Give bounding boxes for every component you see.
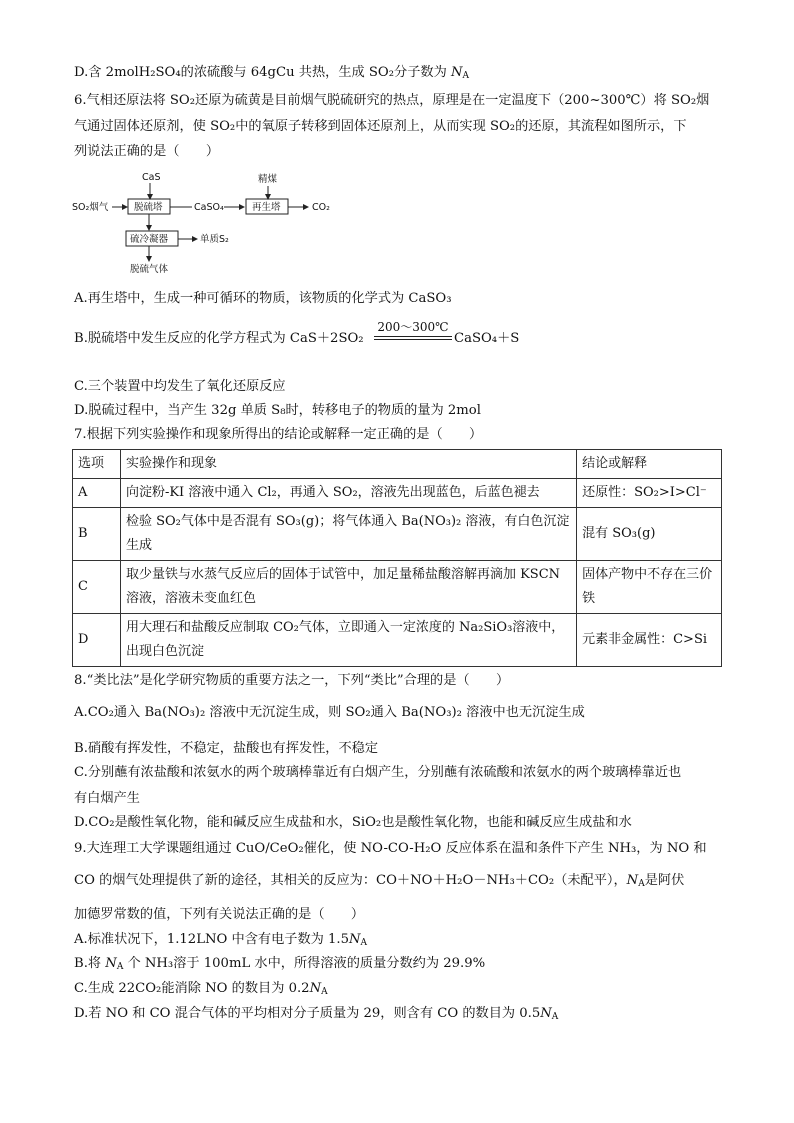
flow-jingmei: 精煤 [258, 174, 278, 185]
table-header-cell: 实验操作和现象 [120, 450, 576, 479]
q6-option-b-bar-bottom [374, 339, 452, 340]
q8-option-b: B.硝酸有挥发性，不稳定，盐酸也有挥发性，不稳定 [74, 741, 379, 756]
table-row [73, 508, 722, 561]
q9-option-b: B.将 $N_A$ 个 NH₃溶于 100mL 水中，所得溶液的质量分数约为 29.9% [74, 956, 486, 972]
table-cell-conclusion: 还原性：SO₂>I>Cl⁻ [577, 479, 722, 508]
flow-sulfur: 单质S₂ [200, 234, 229, 245]
flow-so2-gas: SO₂烟气 [72, 202, 109, 213]
table-cell-option: C [73, 561, 121, 614]
q7-table [72, 449, 722, 667]
flow-cas: CaS [142, 172, 161, 183]
q8-option-a: A.CO₂通入 Ba(NO₃)₂ 溶液中无沉淀生成，则 SO₂通入 Ba(NO₃)₂ 溶液中也无沉淀生成 [74, 705, 585, 720]
desulfurization-flowchart [72, 166, 352, 278]
table-cell-operation: 检验 SO₂气体中是否混有 SO₃(g)；将气体通入 Ba(NO₃)₂ 溶液，有白色沉淀生成 [120, 508, 576, 561]
flow-regen-tower: 再生塔 [252, 202, 281, 213]
q6-option-c: C.三个装置中均发生了氧化还原反应 [74, 379, 286, 394]
table-cell-conclusion: 元素非金属性：C>Si [577, 614, 722, 667]
flow-condenser: 硫冷凝器 [130, 234, 169, 245]
q6-stem-line1: 6.气相还原法将 SO₂还原为硫黄是目前烟气脱硫研究的热点，原理是在一定温度下（200~300℃）将 SO₂烟 [74, 93, 710, 108]
q6-stem-line2: 气通过固体还原剂，使 SO₂中的氧原子转移到固体还原剂上，从而实现 SO₂的还原，其流程如图所示，下 [74, 119, 687, 134]
table-cell-option: B [73, 508, 121, 561]
q6-option-b-text: B.脱硫塔中发生反应的化学方程式为 CaS＋2SO₂ [74, 331, 364, 346]
table-header-row [73, 450, 722, 479]
table-cell-operation: 取少量铁与水蒸气反应后的固体于试管中，加足量稀盐酸溶解再滴加 KSCN 溶液，溶液未变血红色 [120, 561, 576, 614]
table-header-cell: 结论或解释 [577, 450, 722, 479]
table-cell-conclusion: 固体产物中不存在三价铁 [577, 561, 722, 614]
table-cell-option: A [73, 479, 121, 508]
q8-option-c-line1: C.分别蘸有浓盐酸和浓氨水的两个玻璃棒靠近有白烟产生，分别蘸有浓硫酸和浓氨水的两个玻璃棒靠近也 [74, 765, 682, 780]
q5-option-d: D.含 2molH₂SO₄的浓硫酸与 64gCu 共热，生成 SO₂分子数为 $N_A$ [74, 65, 470, 81]
table-row [73, 561, 722, 614]
q6-option-b-bar-top [374, 336, 452, 337]
table-cell-operation: 用大理石和盐酸反应制取 CO₂气体，立即通入一定浓度的 Na₂SiO₃溶液中，出现白色沉淀 [120, 614, 576, 667]
flow-desulf-tower: 脱硫塔 [134, 202, 163, 213]
q6-option-b-product: CaSO₄＋S [454, 331, 520, 346]
q9-option-d: D.若 NO 和 CO 混合气体的平均相对分子质量为 29，则含有 CO 的数目为 $0.5N_A$ [74, 1006, 559, 1022]
table-cell-option: D [73, 614, 121, 667]
table-cell-operation: 向淀粉-KI 溶液中通入 Cl₂，再通入 SO₂，溶液先出现蓝色，后蓝色褪去 [120, 479, 576, 508]
flow-co2: CO₂ [312, 202, 330, 213]
table-header-cell: 选项 [73, 450, 121, 479]
q9-stem-line2: CO 的烟气处理提供了新的途径，其相关的反应为：CO＋NO＋H₂O－NH₃＋CO₂（未配平），$N_A$是阿伏 [74, 873, 685, 889]
table-cell-conclusion: 混有 SO₃(g) [577, 508, 722, 561]
table-row [73, 479, 722, 508]
q9-option-c: C.生成 22CO₂能消除 NO 的数目为 $0.2N_A$ [74, 981, 328, 997]
q9-stem-line1: 9.大连理工大学课题组通过 CuO/CeO₂催化，使 NO-CO-H₂O 反应体系在温和条件下产生 NH₃，为 NO 和 [74, 841, 707, 856]
q6-option-d: D.脱硫过程中，当产生 32g 单质 S₈时，转移电子的物质的量为 2mol [74, 403, 481, 418]
q8-option-d: D.CO₂是酸性氧化物，能和碱反应生成盐和水，SiO₂也是酸性氧化物，也能和碱反应生成盐和水 [74, 815, 632, 830]
q9-stem-line3: 加德罗常数的值，下列有关说法正确的是（ ） [74, 907, 365, 922]
q6-stem-line3: 列说法正确的是（ ） [74, 144, 220, 159]
flow-caso4: CaSO₄ [194, 202, 224, 213]
q9-option-a: A.标准状况下，1.12LNO 中含有电子数为 $1.5N_A$ [74, 932, 368, 948]
q7-stem: 7.根据下列实验操作和现象所得出的结论或解释一定正确的是（ ） [74, 427, 483, 442]
table-row [73, 614, 722, 667]
q6-option-a: A.再生塔中，生成一种可循环的物质，该物质的化学式为 CaSO₃ [74, 291, 452, 306]
flow-desulf-gas: 脱硫气体 [130, 264, 169, 275]
q8-option-c-line2: 有白烟产生 [74, 791, 140, 806]
q6-option-b-condition: 200～300℃ [377, 320, 449, 334]
q8-stem: 8.“类比法”是化学研究物质的重要方法之一，下列“类比”合理的是（ ） [74, 673, 510, 688]
